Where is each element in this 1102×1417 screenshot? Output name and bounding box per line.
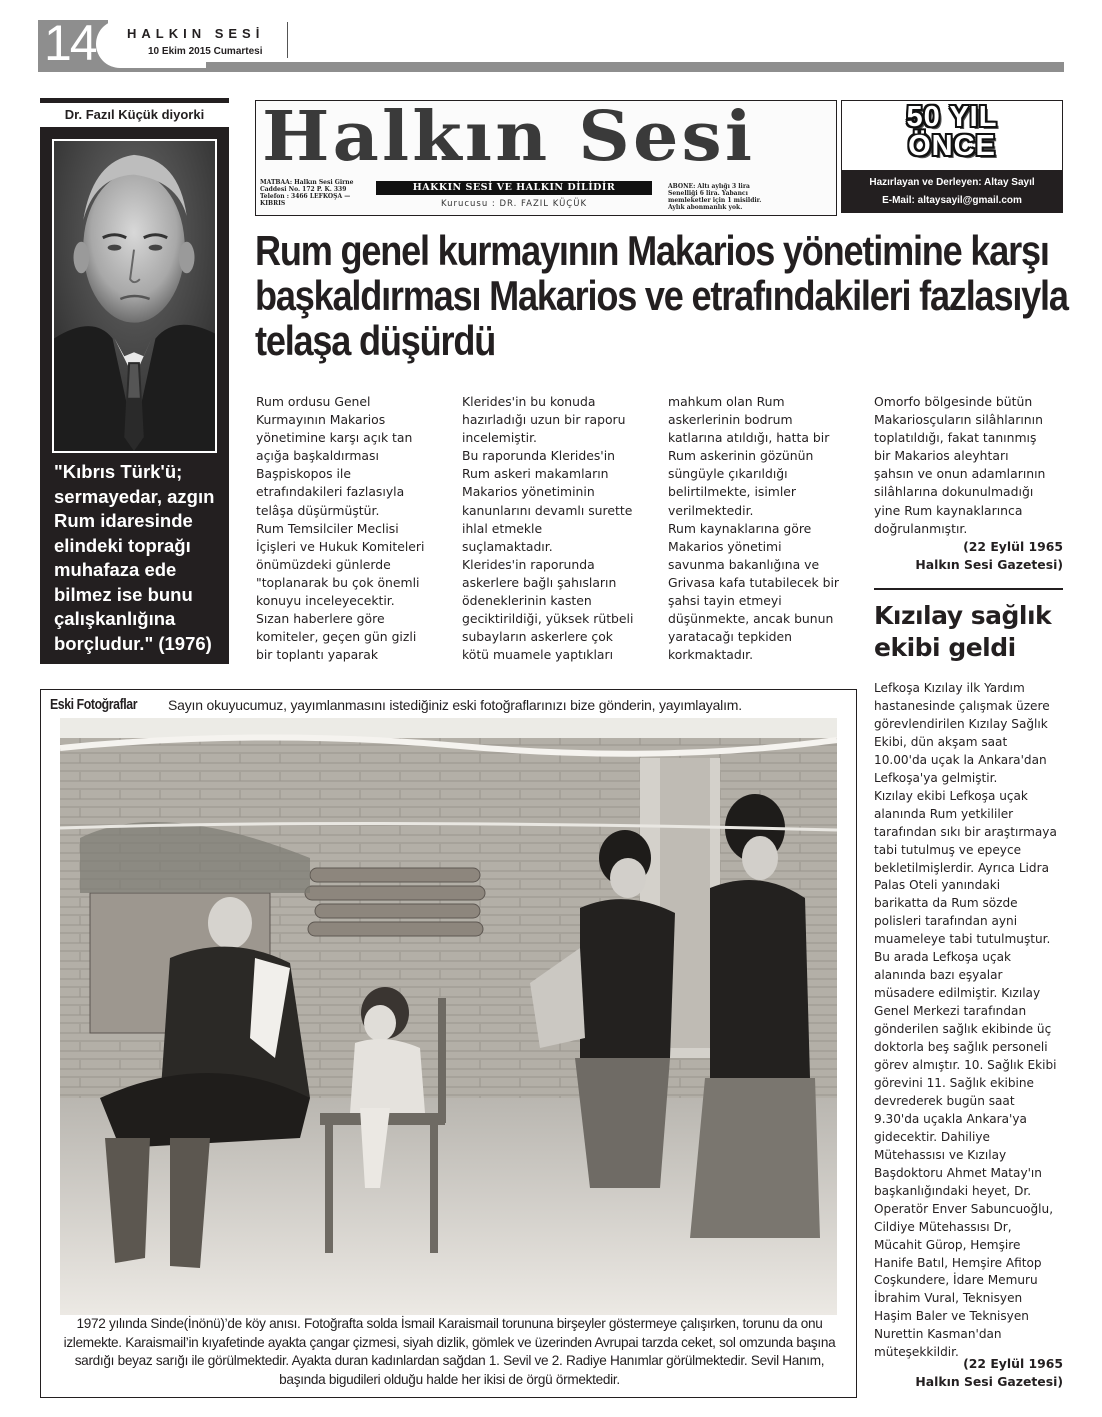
article-column-4: Omorfo bölgesinde bütün Makariosçuların silâhlarının toplatıldığı, fakat tanınmış bir Makarios aleyhtarı şahsın ve onun adamlarının silâhlarına dokunulmadığı yine Rum kaynaklarınca doğrulanmıştır. (874, 394, 1046, 536)
old-photo (60, 718, 837, 1315)
side-headline: Kızılay sağlık ekibi geldi (874, 601, 1052, 662)
column-divider (874, 588, 1063, 590)
old-photo-image (60, 718, 837, 1315)
page-number: 14 (44, 15, 96, 71)
newspaper-name: HALKIN SESİ (127, 26, 265, 41)
masthead-founder: Kurucusu : DR. FAZIL KÜÇÜK (440, 199, 588, 209)
masthead-slogan: HAKKIN SESİ VE HALKIN DİLİDİR (376, 181, 652, 195)
main-headline: Rum genel kurmayının Makarios yönetimine karşı başkaldırması Makarios ve etrafındakileri fazlasıyla telaşa düşürdü (255, 227, 1068, 364)
article-column-3: mahkum olan Rum askerlerinin bodrum katlarına atıldığı, hatta bir Rum askerinin gözünün süngüyle çıkarıldığı belirtilmekte, isimler verilmektedir. Rum kaynaklarına göre Makarios yönetimi savunma bakanlığına ve Grivasa kafa tutabilecek bir şahsi tayin etmeyi düşünmekte, ancak bunun yaratacağı tepkiden korkmaktadır. (668, 394, 839, 663)
side-article-body: Lefkoşa Kızılay ilk Yardım hastanesinde çalışmak üzere görevlendirilen Kızılay Sağlık Ekibi, dün akşam saat 10.00'da uçak la Ankara'dan Lefkoşa'ya gelmiştir. Kızılay ekibi Lefkoşa uçak alanında Rum yetkililer tarafından sıkı bir araştırmaya tabi tutulmuş ve epeyce bekletilmişlerdir. Ayrıca Lidra Palas Oteli yanındaki barikatta da Rum sözde polisleri tarafından ayni muameleye tabi tutulmuştur. Bu arada Lefkoşa uçak alanında bazı eşyalar müsadere edilmiştir. Kızılay Genel Merkezi tarafından gönderilen sağlık ekibinde üç doktorla beş sağlık personeli görev almıştır. 10. Sağlık Ekibi görevini 11. Sağlık ekibine devrederek bugün saat 9.30'da uçakla Ankara'ya gidecektir. Dahiliye Mütehassısı ve Kızılay Başdoktoru Ahmet Matay'ın başkanlığındaki heyet, Dr. Operatör Enver Sabuncuoğlu, Cildiye Mütehassısı Dr, Mücahit Gürop, Hemşire Hanife Batıl, Hemşire Afitop Coşkundere, İdare Memuru İbrahim Vural, Teknisyen Haşim Baler ve Teknisyen Nurettin Kasman'dan müteşekkildir. (874, 681, 1057, 1360)
series-box (841, 100, 1063, 213)
article-source: (22 Eylül 1965 Halkın Sesi Gazetesi) (915, 539, 1063, 573)
masthead-clipping (255, 100, 837, 216)
series-editor: Hazırlayan ve Derleyen: Altay Sayıl (869, 177, 1035, 188)
issue-date: 10 Ekim 2015 Cumartesi (148, 46, 263, 57)
series-title-line1: 50 YIL (906, 101, 998, 133)
portrait-image (54, 141, 215, 451)
masthead-subscription-info: ABONE: Altı aylığı 3 lira Senelliği 6 lira. Yabancı memleketler için 1 misildir. Aylık abonmanlık yok. (668, 183, 762, 211)
old-photos-label: Eski Fotoğraflar (50, 696, 138, 713)
quote-header: Dr. Fazıl Küçük diyorki (40, 103, 229, 127)
portrait-photo (52, 139, 217, 453)
series-email[interactable]: E-Mail: altaysayil@gmail.com (882, 195, 1022, 206)
old-photos-box (40, 689, 857, 1398)
article-column-2: Klerides'in bu konuda hazırladığı uzun bir raporu incelemiştir. Bu raporunda Klerides'in Rum askeri makamların Makarios yönetiminin kanunlarını devamlı surette ihlal etmekle suçlamaktadır. Klerides'in raporunda askerlere bağlı şahısların ödeneklerinin kasten geciktirildiği, yüksek rütbeli subayların askerlere çok kötü muamele yaptıkları (462, 394, 634, 663)
old-photos-invitation: Sayın okuyucumuz, yayımlanmasını istediğiniz eski fotoğraflarınızı bize gönderin, yayımlayalım. (168, 697, 742, 713)
series-credit (842, 170, 1062, 213)
series-title-line2: ÖNCE (908, 130, 996, 162)
quote-box (40, 98, 229, 664)
side-article-source: (22 Eylül 1965 Halkın Sesi Gazetesi) (915, 1356, 1063, 1390)
masthead-print-info: MATBAA: Halkın Sesi Girne Caddesi No. 172 P. K. 339 Telefon : 3466 LEFKOŞA — KIBRIS (260, 179, 354, 207)
header-divider (287, 22, 288, 58)
old-photo-caption: 1972 yılında Sinde(İnönü)’de köy anısı. Fotoğrafta solda İsmail Karaismail torununa birşeyler göstermeye çalışırken, torunu da onu izlemekte. Karaismail’in kıyafetinde ayakta çangar çizmesi, siyah dizlik, gömlek ve üzerinden Avrupai tarzda ceket, sol omzunda başına sardığı beyaz sarığı ile görülmektedir. Ayakta duran kadınlardan sağdan 1. Sevil ve 2. Radiye Hanımlar görülmektedir. Sevil Hanım, başında bigudileri olduğu halde her ikisi de örgü örmektedir. (63, 1316, 836, 1387)
series-title (842, 103, 1062, 161)
article-column-1: Rum ordusu Genel Kurmayının Makarios yönetimine karşı açık tan açığa başkaldırması Başpiskopos ile etrafındakileri fazlasıyla telâşa düşürmüştür. Rum Temsilciler Meclisi İçişleri ve Hukuk Komiteleri önümüzdeki günlerde "toplanarak bu çok önemli konuyu inceleyecektir. Sızan haberlere göre komiteler, geçen gün gizli bir toplantı yaparak (256, 394, 425, 663)
masthead-logo: Halkın Sesi (262, 100, 756, 177)
quote-text: "Kıbrıs Türk'ü; sermayedar, azgın Rum idaresinde elindeki toprağı muhafaza ede bilmez ise bunu çalışkanlığına borçludur." (1976) (54, 461, 215, 654)
